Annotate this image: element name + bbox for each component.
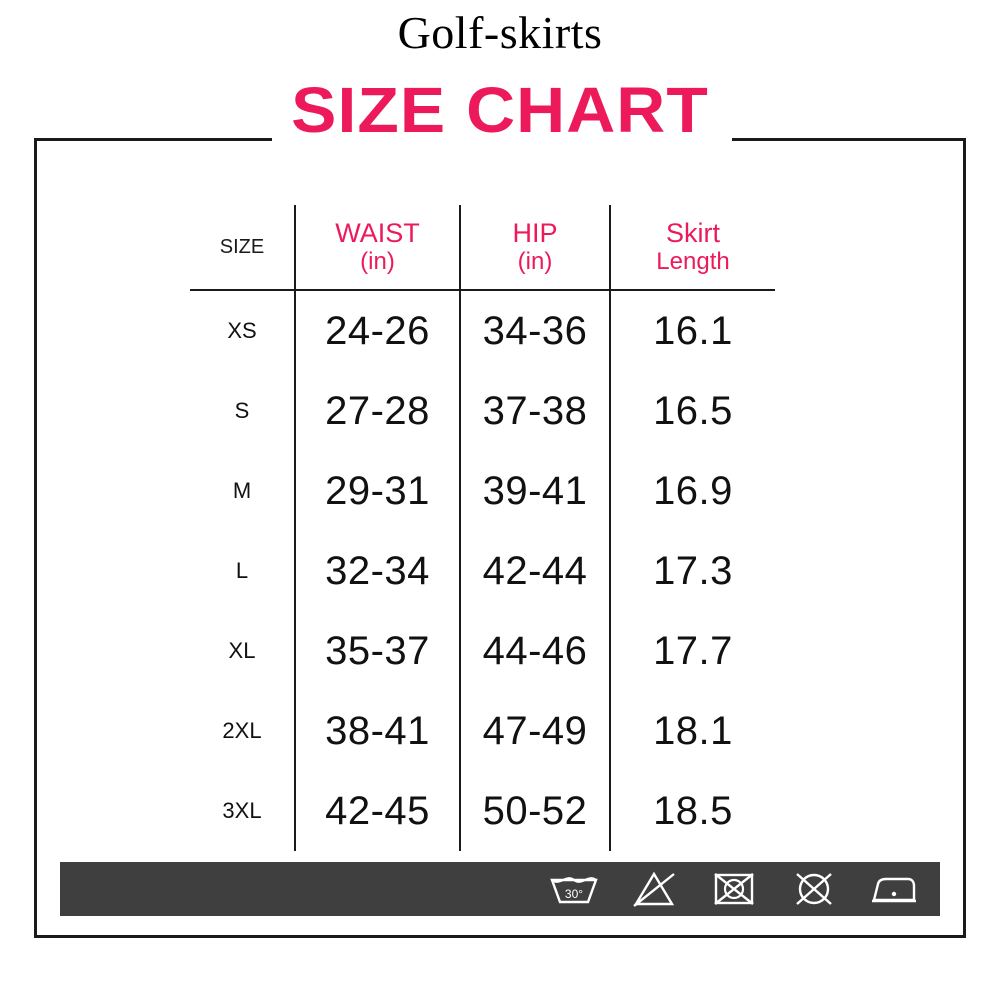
svg-text:30°: 30° — [564, 887, 584, 901]
column-header-hip-label: HIP — [512, 218, 558, 249]
cell-waist: 32-34 — [295, 531, 460, 611]
cell-skirt-length: 17.7 — [610, 611, 775, 691]
cell-skirt-length: 16.5 — [610, 371, 775, 451]
table-row — [190, 371, 775, 451]
cell-skirt-length: 16.1 — [610, 290, 775, 371]
cell-skirt-length: 16.9 — [610, 451, 775, 531]
cell-skirt-length: 18.1 — [610, 691, 775, 771]
brand-title: Golf-skirts — [397, 7, 603, 58]
cell-waist: 42-45 — [295, 771, 460, 851]
cell-hip: 47-49 — [460, 691, 610, 771]
cell-hip: 34-36 — [460, 290, 610, 371]
cell-skirt-length: 18.5 — [610, 771, 775, 851]
cell-size: 3XL — [222, 798, 262, 823]
cell-skirt-length: 17.3 — [610, 531, 775, 611]
table-body — [190, 290, 775, 851]
column-header-hip — [460, 205, 610, 290]
cell-hip: 39-41 — [460, 451, 610, 531]
table-header-row — [190, 205, 775, 290]
do-not-bleach-icon — [626, 869, 682, 909]
care-instructions-bar — [60, 862, 940, 916]
wash-30-icon — [546, 869, 602, 909]
cell-waist: 27-28 — [295, 371, 460, 451]
column-header-waist-label: WAIST — [335, 218, 420, 249]
table-header — [190, 205, 775, 290]
do-not-dry-clean-icon — [786, 869, 842, 909]
column-header-waist — [295, 205, 460, 290]
column-header-waist-unit: (in) — [360, 247, 395, 275]
column-header-hip-unit: (in) — [517, 247, 553, 275]
column-header-size — [190, 205, 295, 290]
column-header-skirt-length-sub: Length — [656, 247, 730, 275]
cell-hip: 44-46 — [460, 611, 610, 691]
table-row — [190, 531, 775, 611]
cell-size: XL — [228, 638, 256, 663]
page-title: SIZE CHART — [291, 74, 709, 146]
cell-hip: 42-44 — [460, 531, 610, 611]
column-header-skirt-length-label: Skirt — [666, 218, 720, 249]
cell-size: L — [235, 558, 249, 583]
iron-low-icon — [866, 869, 922, 909]
table-row — [190, 451, 775, 531]
cell-waist: 24-26 — [295, 290, 460, 371]
size-table — [190, 205, 775, 851]
column-header-size-label: SIZE — [219, 235, 265, 258]
size-table-container — [190, 205, 775, 855]
cell-size: S — [234, 398, 250, 423]
table-row — [190, 691, 775, 771]
table-row — [190, 611, 775, 691]
cell-hip: 37-38 — [460, 371, 610, 451]
table-row — [190, 771, 775, 851]
cell-waist: 38-41 — [295, 691, 460, 771]
cell-size: M — [232, 478, 252, 503]
column-header-skirt-length — [610, 205, 775, 290]
cell-waist: 35-37 — [295, 611, 460, 691]
do-not-tumble-dry-icon — [706, 869, 762, 909]
cell-waist: 29-31 — [295, 451, 460, 531]
cell-size: 2XL — [222, 718, 262, 743]
cell-size: XS — [227, 318, 257, 343]
cell-hip: 50-52 — [460, 771, 610, 851]
table-row — [190, 290, 775, 371]
